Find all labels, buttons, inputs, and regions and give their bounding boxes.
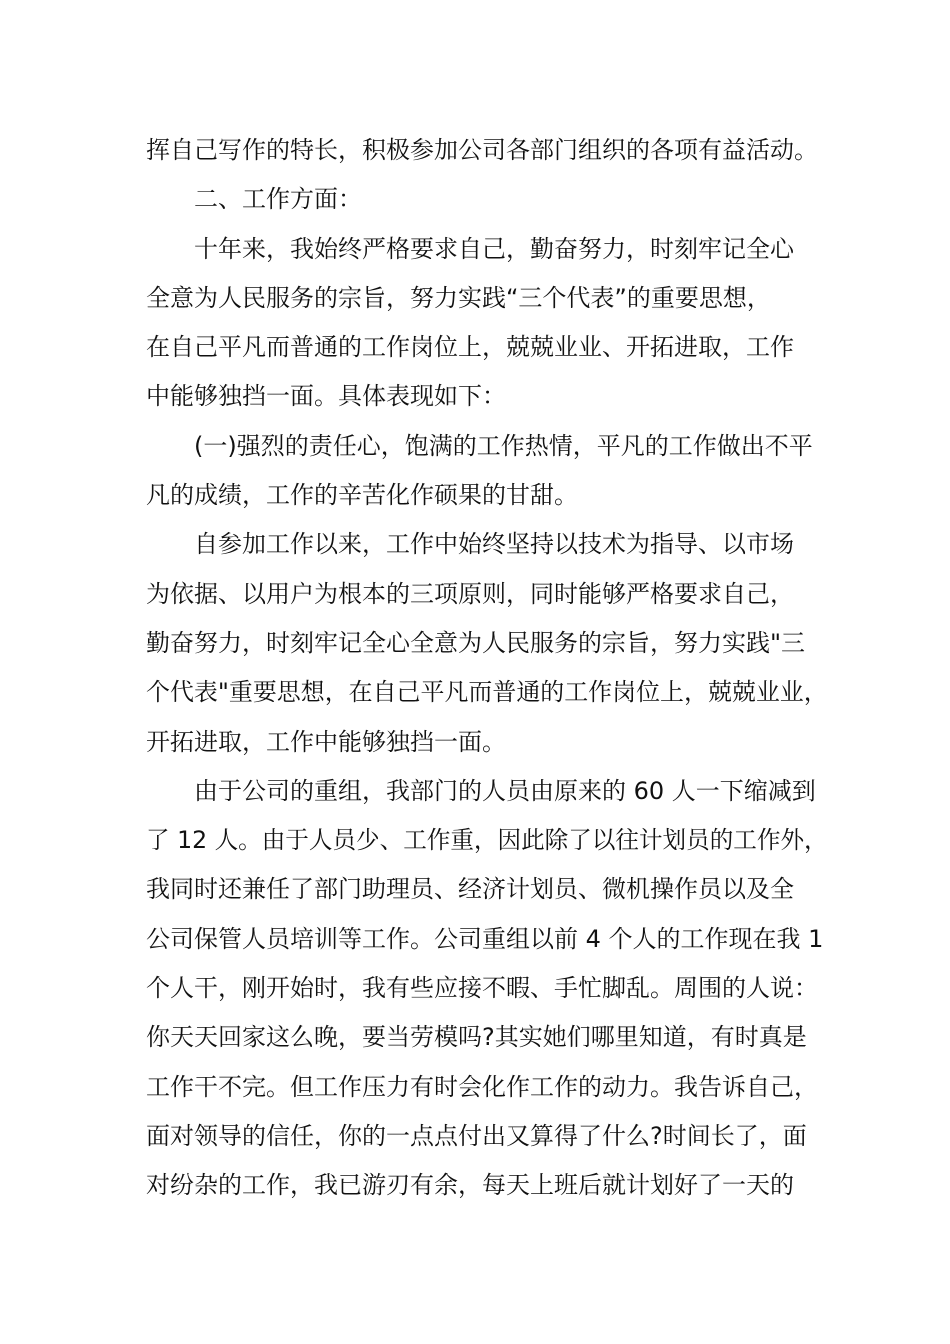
text-line: 为依据、以用户为根本的三项原则，同时能够严格要求自己，	[146, 579, 794, 608]
text-line: 在自己平凡而普通的工作岗位上，兢兢业业、开拓进取，工作	[146, 333, 794, 362]
text-line: 由于公司的重组，我部门的人员由原来的 60 人一下缩减到	[194, 776, 816, 805]
text-line: 全意为人民服务的宗旨，努力实践“三个代表”的重要思想，	[146, 283, 771, 312]
text-line: 中能够独挡一面。具体表现如下：	[146, 382, 506, 411]
text-line: 个人干，刚开始时，我有些应接不暇、手忙脚乱。周围的人说：	[146, 974, 818, 1003]
text-line: 面对领导的信任，你的一点点付出又算得了什么?时间长了，面	[146, 1121, 807, 1150]
text-line: 了 12 人。由于人员少、工作重，因此除了以往计划员的工作外，	[146, 826, 828, 855]
text-line: 凡的成绩，工作的辛苦化作硕果的甘甜。	[146, 481, 578, 510]
text-line: 二、工作方面：	[194, 185, 362, 214]
text-line: 公司保管人员培训等工作。公司重组以前 4 个人的工作现在我 1	[146, 924, 824, 953]
text-line: 个代表"重要思想，在自己平凡而普通的工作岗位上，兢兢业业，	[146, 678, 828, 707]
text-line: 十年来，我始终严格要求自己，勤奋努力，时刻牢记全心	[194, 234, 794, 263]
text-line: 勤奋努力，时刻牢记全心全意为人民服务的宗旨，努力实践"三	[146, 628, 806, 657]
text-line: 你天天回家这么晚，要当劳模吗?其实她们哪里知道，有时真是	[146, 1023, 807, 1052]
text-line: 开拓进取，工作中能够独挡一面。	[146, 727, 506, 756]
document-body	[146, 126, 826, 1211]
text-line: 对纷杂的工作，我已游刃有余，每天上班后就计划好了一天的	[146, 1171, 794, 1200]
text-line: 我同时还兼任了部门助理员、经济计划员、微机操作员以及全	[146, 875, 794, 904]
text-line: (一)强烈的责任心，饱满的工作热情，平凡的工作做出不平	[194, 431, 813, 460]
text-line: 挥自己写作的特长，积极参加公司各部门组织的各项有益活动。	[146, 136, 818, 164]
text-line: 工作干不完。但工作压力有时会化作工作的动力。我告诉自己，	[146, 1072, 818, 1101]
text-line: 自参加工作以来，工作中始终坚持以技术为指导、以市场	[194, 530, 794, 559]
